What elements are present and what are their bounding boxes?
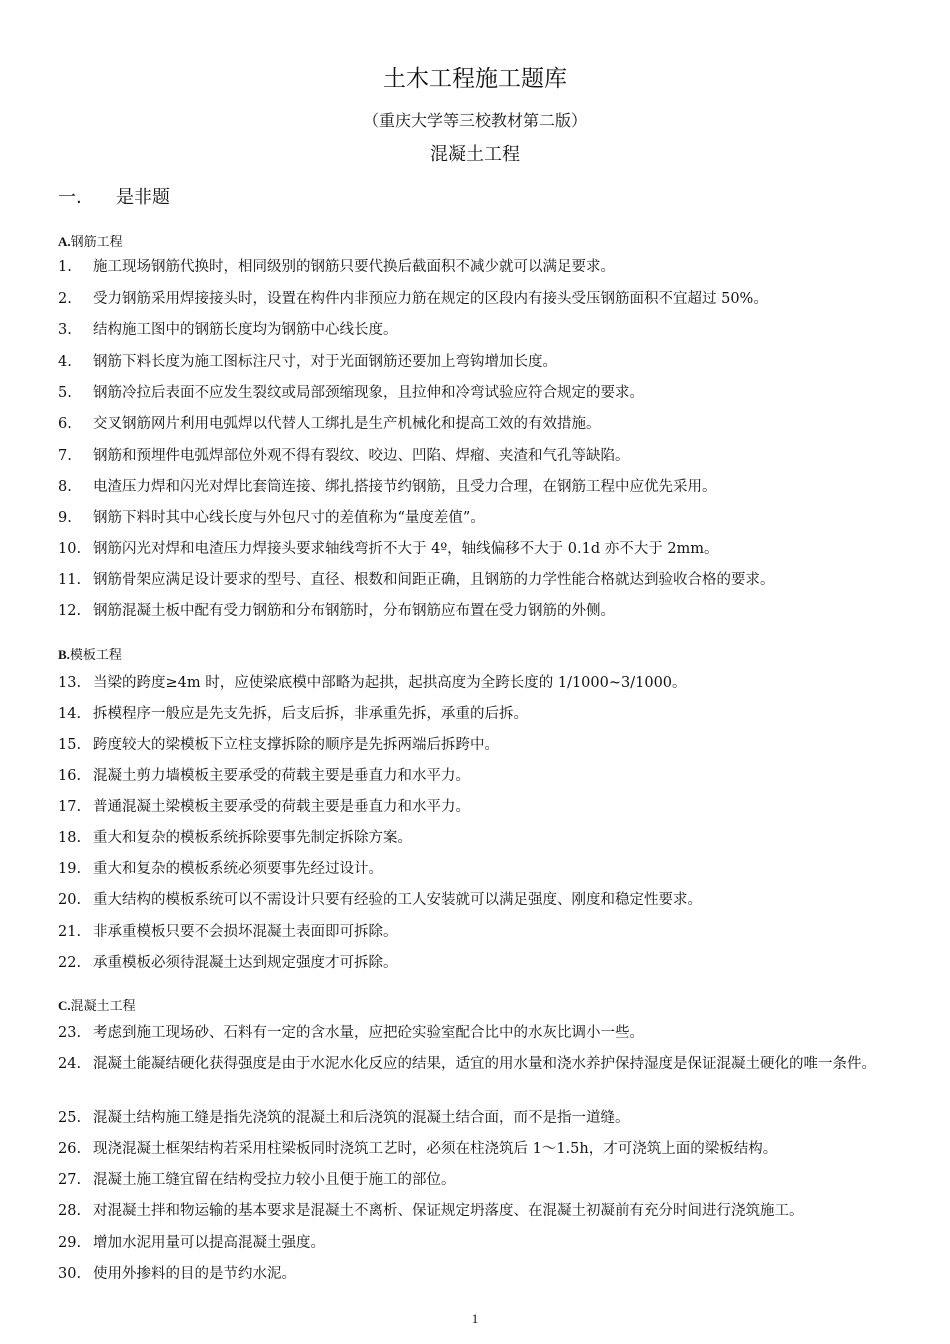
question-text: 使用外掺料的目的是节约水泥。 [93,1266,296,1282]
question-text: 对混凝土拌和物运输的基本要求是混凝土不离析、保证规定坍落度、在混凝土初凝前有充分时间进行浇筑施工。 [93,1203,804,1219]
question-number: 12. [58,603,82,619]
question-item [58,704,910,725]
question-text: 钢筋闪光对焊和电渣压力焊接头要求轴线弯折不大于 4º，轴线偏移不大于 0.1d 亦不大于 2mm。 [93,541,719,557]
question-item [58,890,910,911]
question-item [58,1054,910,1075]
question-number: 22. [58,955,82,971]
subsection-prefix: C. [58,998,71,1013]
question-number: 23. [58,1025,82,1041]
question-text: 钢筋和预埋件电弧焊部位外观不得有裂纹、咬边、凹陷、焊瘤、夹渣和气孔等缺陷。 [93,448,630,464]
question-item [58,797,910,818]
question-item [58,446,910,467]
question-item [58,508,910,529]
question-item [58,289,910,310]
question-number: 30. [58,1266,82,1282]
document-subtitle: （重庆大学等三校教材第二版） [362,111,587,130]
question-text: 施工现场钢筋代换时，相同级别的钢筋只要代换后截面积不减少就可以满足要求。 [93,259,615,275]
subsection-label: 混凝土工程 [70,998,136,1013]
subsection-label: 钢筋工程 [70,234,123,249]
question-item [58,1139,910,1160]
question-number: 3. [58,322,72,338]
question-text: 结构施工图中的钢筋长度均为钢筋中心线长度。 [93,322,398,338]
question-item [58,352,910,373]
question-item [58,257,910,278]
question-item [58,828,910,849]
question-item [58,1233,910,1254]
question-text: 钢筋冷拉后表面不应发生裂纹或局部颈缩现象，且拉伸和冷弯试验应符合规定的要求。 [93,385,644,401]
question-number: 18. [58,830,82,846]
question-item [58,601,910,622]
question-text: 重大和复杂的模板系统必须要事先经过设计。 [93,861,383,877]
question-text: 钢筋下料时其中心线长度与外包尺寸的差值称为“量度差值”。 [93,510,485,526]
question-number: 13. [58,675,82,691]
section-number: 一. [58,187,82,208]
question-item [58,414,910,435]
question-text: 交叉钢筋网片利用电弧焊以代替人工绑扎是生产机械化和提高工效的有效措施。 [93,416,601,432]
question-item [58,1264,910,1285]
subsection-prefix: B. [58,647,70,662]
question-item [58,766,910,787]
question-item [58,539,910,560]
question-text: 拆模程序一般应是先支先拆，后支后拆，非承重先拆，承重的后拆。 [93,706,528,722]
question-text: 混凝土剪力墙模板主要承受的荷载主要是垂直力和水平力。 [93,768,470,784]
question-item [58,953,910,974]
question-item [58,570,910,591]
question-text: 考虑到施工现场砂、石料有一定的含水量，应把砼实验室配合比中的水灰比调小一些。 [93,1025,644,1041]
question-text: 电渣压力焊和闪光对焊比套筒连接、绑扎搭接节约钢筋，且受力合理，在钢筋工程中应优先采用。 [93,479,717,495]
question-text: 受力钢筋采用焊接接头时，设置在构件内非预应力筋在规定的区段内有接头受压钢筋面积不宜超过 50%。 [93,291,768,307]
question-text: 普通混凝土梁模板主要承受的荷载主要是垂直力和水平力。 [93,799,470,815]
question-number: 9. [58,510,72,526]
question-number: 4. [58,354,72,370]
question-item [58,383,910,404]
subsection-heading [58,995,136,1014]
question-text: 跨度较大的梁模板下立柱支撑拆除的顺序是先拆两端后拆跨中。 [93,737,499,753]
question-text: 非承重模板只要不会损坏混凝土表面即可拆除。 [93,924,398,940]
question-text: 增加水泥用量可以提高混凝土强度。 [93,1235,325,1251]
question-number: 21. [58,924,82,940]
question-number: 26. [58,1141,82,1157]
question-item [58,673,910,694]
question-text: 重大结构的模板系统可以不需设计只要有经验的工人安装就可以满足强度、刚度和稳定性要求。 [93,892,702,908]
subsection-heading [58,231,123,250]
question-text: 现浇混凝土框架结构若采用柱梁板同时浇筑工艺时，必须在柱浇筑后 1～1.5h，才可浇筑上面的梁板结构。 [93,1141,778,1157]
question-number: 15. [58,737,82,753]
question-number: 25. [58,1110,82,1126]
question-item [58,1108,910,1129]
question-text: 钢筋下料长度为施工图标注尺寸，对于光面钢筋还要加上弯钩增加长度。 [93,354,557,370]
question-text: 混凝土能凝结硬化获得强度是由于水泥水化反应的结果，适宜的用水量和浇水养护保持湿度是保证混凝土硬化的唯一条件。 [93,1056,876,1072]
section-heading [58,183,170,209]
subsection-label: 模板工程 [69,647,122,662]
question-text: 混凝土施工缝宜留在结构受拉力较小且便于施工的部位。 [93,1172,456,1188]
question-text: 混凝土结构施工缝是指先浇筑的混凝土和后浇筑的混凝土结合面，而不是指一道缝。 [93,1110,630,1126]
question-number: 5. [58,385,72,401]
question-number: 14. [58,706,82,722]
question-number: 7. [58,448,72,464]
question-text: 重大和复杂的模板系统拆除要事先制定拆除方案。 [93,830,412,846]
question-number: 24. [58,1056,82,1072]
question-text: 钢筋骨架应满足设计要求的型号、直径、根数和间距正确，且钢筋的力学性能合格就达到验收合格的要求。 [93,572,775,588]
subsection-heading [58,644,122,663]
question-number: 29. [58,1235,82,1251]
question-number: 17. [58,799,82,815]
question-number: 20. [58,892,82,908]
question-item [58,922,910,943]
question-number: 1. [58,259,72,275]
question-number: 8. [58,479,72,495]
question-item [58,320,910,341]
question-item [58,1170,910,1191]
document-title: 土木工程施工题库 [383,66,567,92]
question-text: 钢筋混凝土板中配有受力钢筋和分布钢筋时，分布钢筋应布置在受力钢筋的外侧。 [93,603,615,619]
question-item [58,859,910,880]
question-item [58,1201,910,1222]
question-number: 27. [58,1172,82,1188]
question-number: 19. [58,861,82,877]
page-number: 1 [471,1311,479,1326]
question-text: 当梁的跨度≥4m 时，应使梁底模中部略为起拱，起拱高度为全跨长度的 1/1000~3/1000。 [93,675,687,691]
question-number: 28. [58,1203,82,1219]
subsection-prefix: A. [58,234,71,249]
question-number: 16. [58,768,82,784]
question-number: 11. [58,572,82,588]
question-item [58,735,910,756]
chapter-heading: 混凝土工程 [430,144,520,165]
question-item [58,1023,910,1044]
question-item [58,477,910,498]
question-number: 2. [58,291,72,307]
question-number: 6. [58,416,72,432]
section-label: 是非题 [116,187,170,208]
question-text: 承重模板必须待混凝土达到规定强度才可拆除。 [93,955,398,971]
question-number: 10. [58,541,82,557]
